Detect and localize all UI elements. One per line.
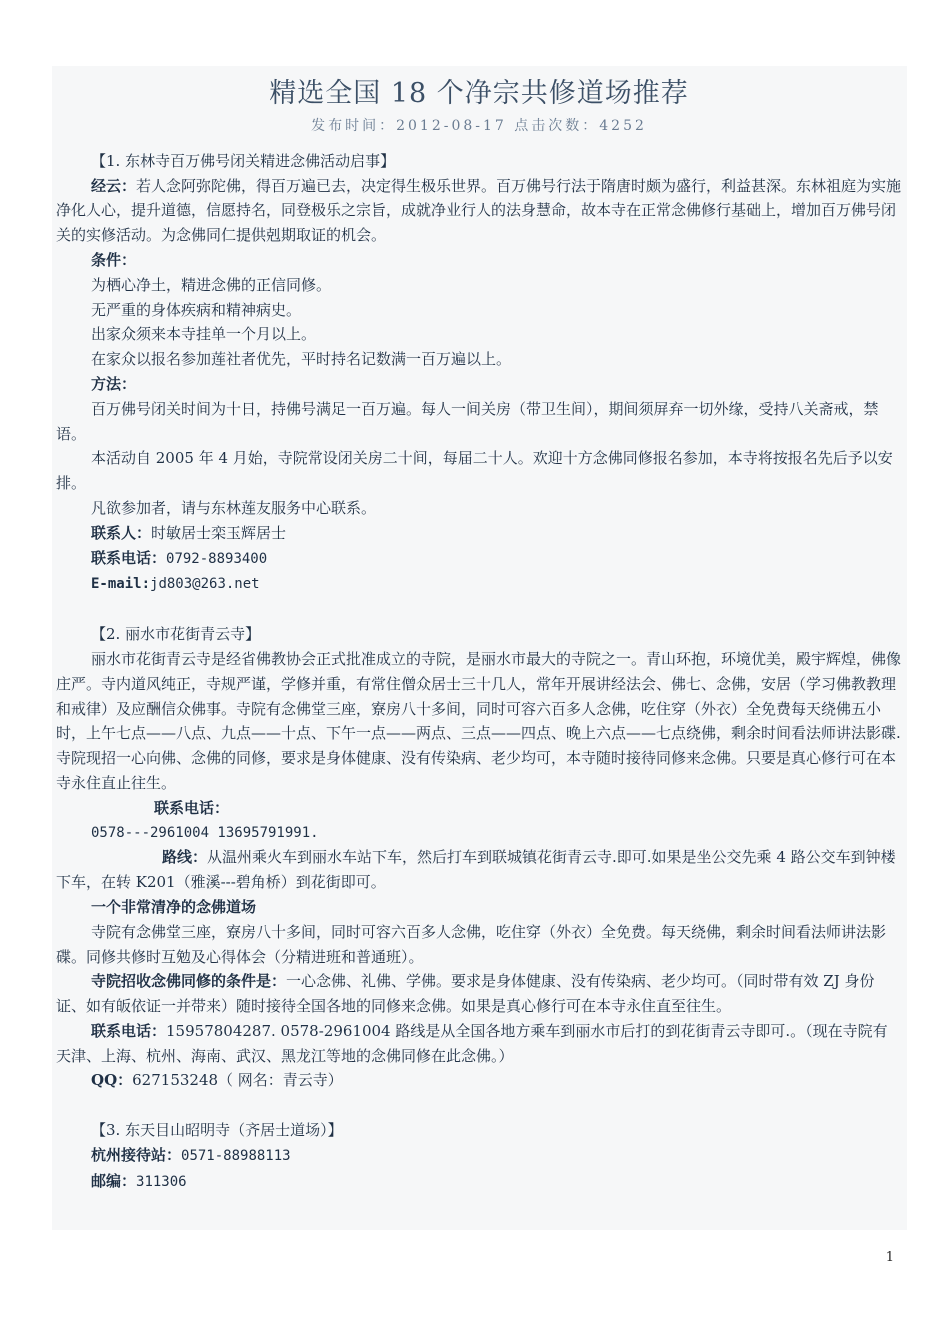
section-1-heading: 【1. 东林寺百万佛号闭关精进念佛活动启事】: [91, 151, 396, 170]
postal-code: [56, 1169, 902, 1195]
contact-phone: [56, 546, 902, 572]
qq-line: [56, 1068, 902, 1093]
recruit-label: 寺院招收念佛同修的条件是：: [91, 972, 287, 991]
route-label: 路线：: [162, 848, 208, 867]
route-text: 从温州乘火车到丽水车站下车，然后打车到联城镇花街青云寺.即可.如果是坐公交先乘 4 路公交车到钟楼下车，在转 K201（雅溪---碧角桥）到花街即可。: [56, 848, 896, 892]
phone-value: 0792-8893400: [166, 550, 268, 567]
section-2-heading: 【2. 丽水市花街青云寺】: [91, 625, 261, 644]
recruit-text: 一心念佛、礼佛、学佛。要求是身体健康、没有传染病、老少均可。（同时带有效 ZJ 身份证、如有皈依证一并带来）随时接待全国各地的同修来念佛。如果是真心修行可在本寺永住直至往生。: [56, 972, 875, 1016]
document-content: [56, 66, 902, 1195]
zip-value: 311306: [136, 1173, 187, 1190]
section-2-para2: 寺院有念佛堂三座，寮房八十多间，同时可容六百多人念佛，吃住穿（外衣）全免费。每天绕佛，剩余时间看法师讲法影碟。同修共修时互勉及心得体会（分精进班和普通班）。: [56, 922, 887, 966]
section-1-intro: [56, 174, 902, 248]
email-label: E-mail:: [91, 576, 151, 593]
intro-text: 若人念阿弥陀佛，得百万遍已去，决定得生极乐世界。百万佛号行法于隋唐时颇为盛行，利益甚深。东林祖庭为实施净化人心，提升道德，信愿持名，同登极乐之宗旨，成就净业行人的法身慧命，故本寺在正常念佛修行基础上，增加百万佛号闭关的实修活动。为念佛同仁提供剋期取证的机会。: [56, 176, 902, 245]
condition-item: 为栖心净土，精进念佛的正信同修。: [91, 275, 332, 294]
condition-item: 无严重的身体疾病和精神病史。: [91, 300, 302, 319]
contact-email: [56, 571, 902, 597]
recruit-conditions: [56, 969, 902, 1019]
page-title: 精选全国 18 个净宗共修道场推荐: [269, 78, 689, 109]
phone-label: 联系电话：: [91, 548, 167, 567]
station-label: 杭州接待站：: [91, 1146, 182, 1165]
qq-value: 627153248（ 网名：青云寺）: [132, 1071, 343, 1090]
route-paragraph: [56, 845, 902, 895]
email-value: jd803@263.net: [150, 576, 260, 593]
condition-item: 在家众以报名参加莲社者优先，平时持名记数满一百万遍以上。: [91, 350, 512, 369]
condition-item: 出家众须来本寺挂单一个月以上。: [91, 325, 317, 344]
contact-value: 时敏居士栾玉辉居士: [151, 523, 287, 542]
station-value: 0571-88988113: [181, 1148, 291, 1165]
phone2-label: 联系电话：: [91, 1021, 167, 1040]
method-paragraph: 凡欲参加者，请与东林莲友服务中心联系。: [91, 498, 377, 517]
intro-label: 经云：: [91, 176, 137, 195]
qq-label: QQ：: [91, 1071, 133, 1090]
phone-paragraph-2: [56, 1019, 902, 1069]
phone-numbers: 0578---2961004 13695791991.: [91, 824, 319, 841]
section-2-intro: 丽水市花街青云寺是经省佛教协会正式批准成立的寺院，是丽水市最大的寺院之一。青山环抱，环境优美，殿宇辉煌，佛像庄严。寺内道风纯正，寺规严谨，学修并重，有常住僧众居士三十几人，常年开展讲经法会、佛七、念佛，安居（学习佛教教理和戒律）及应酬信众佛事。寺院有念佛堂三座，寮房八十多间，同时可容六百多人念佛，吃住穿（外衣）全免费每天绕佛五小时，上午七点——八点、九点——十点、下午一点——两点、三点——四点、晚上六点——七点绕佛，剩余时间看法师讲法影碟.寺院现招一心向佛、念佛的同修，要求是身体健康、没有传染病、老少均可，本寺随时接待同修来念佛。只要是真心修行可在本寺永住直止往生。: [56, 649, 902, 792]
publish-meta: 发布时间：2012-08-17 点击次数：4252: [311, 118, 647, 134]
page-number: 1: [885, 1250, 894, 1265]
phone-label-2: 联系电话：: [154, 798, 230, 817]
method-paragraph: 本活动自 2005 年 4 月始，寺院常设闭关房二十间，每届二十人。欢迎十方念佛同修报名参加，本寺将按报名先后予以安排。: [56, 449, 893, 493]
method-paragraph: 百万佛号闭关时间为十日，持佛号满足一百万遍。每人一间关房（带卫生间），期间须屏弃一切外缘，受持八关斋戒，禁语。: [56, 399, 879, 443]
contact-label: 联系人：: [91, 523, 152, 542]
phone2-text: 15957804287. 0578-2961004 路线是从全国各地方乘车到丽水市后打的到花街青云寺即可.。（现在寺院有天津、上海、杭州、海南、武汉、黑龙江等地的念佛同修在此念佛。）: [56, 1021, 888, 1065]
conditions-label: 条件：: [91, 250, 137, 269]
contact-person: [56, 521, 902, 546]
reception-station: [56, 1143, 902, 1169]
sub-heading: 一个非常清净的念佛道场: [91, 897, 257, 916]
zip-label: 邮编：: [91, 1171, 137, 1190]
method-label: 方法：: [91, 374, 137, 393]
section-3-heading: 【3. 东天目山昭明寺（齐居士道场）】: [91, 1121, 343, 1140]
